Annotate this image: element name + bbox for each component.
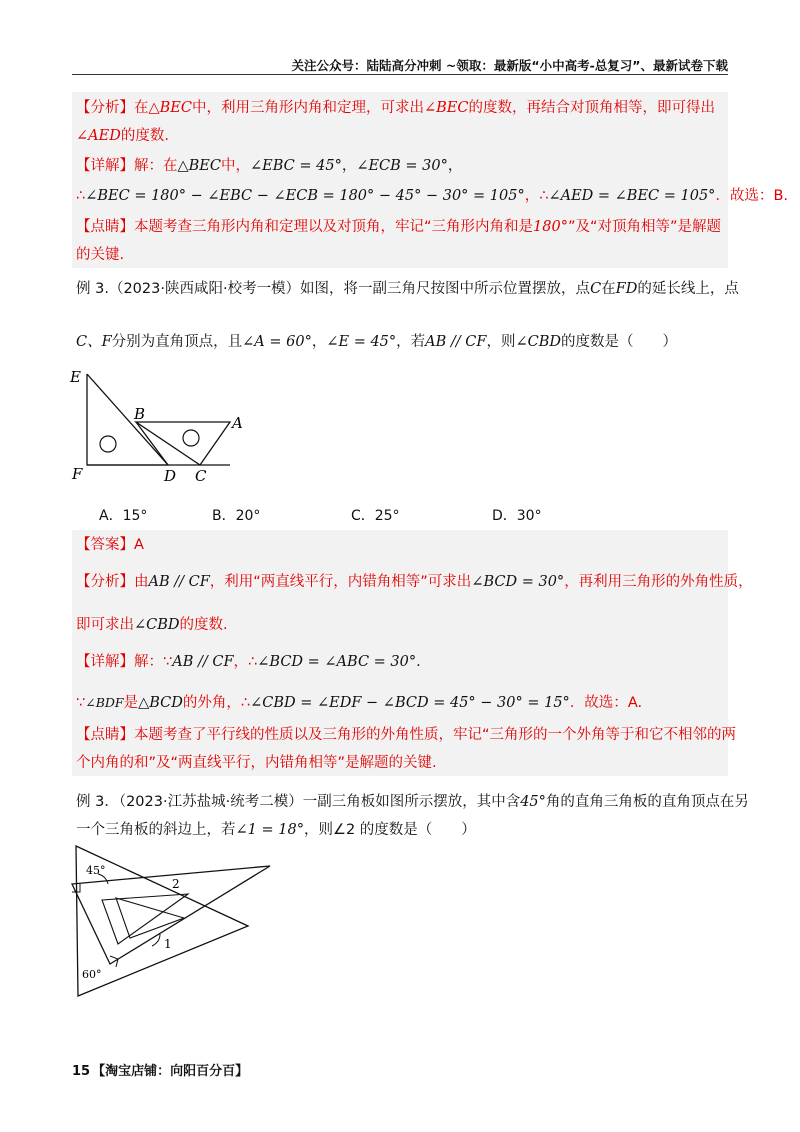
math: ∠EBC = 45° <box>250 158 342 174</box>
text: 本题考查了平行线的性质以及三角形的外角性质，牢记“三角形的一个外角等于和它不相邻的两 <box>134 727 737 743</box>
analysis2-line-1 <box>76 572 753 592</box>
math: ∠1 = 18° <box>235 822 304 838</box>
page-number: 15 <box>72 1064 91 1079</box>
detail-tag: 【详解】 <box>76 158 134 174</box>
ruler-hole-1 <box>100 436 116 452</box>
math: ∠CBD <box>134 617 180 633</box>
text: 的度数. <box>179 617 228 633</box>
text: 即可求出 <box>76 617 134 633</box>
text: ”及“对顶角相等”是解题 <box>567 219 721 235</box>
label-e: E <box>70 368 81 386</box>
text: ∵ <box>76 695 86 711</box>
math: △BEC <box>148 100 192 116</box>
footer-text: 【淘宝店铺：向阳百分百】 <box>92 1064 249 1079</box>
math: ∠BEC <box>424 100 469 116</box>
math: ∠BEC = 180° − ∠EBC − ∠ECB = 180° − 45° − 30° = 105° <box>85 188 525 204</box>
math: AB // CF <box>148 574 210 590</box>
math: ∠BCD = ∠ABC = 30° <box>257 654 417 670</box>
text: 中， <box>221 158 250 174</box>
text: 角的直角三角板的直角顶点在另 <box>545 794 749 810</box>
choice-d[interactable]: D．30° <box>492 508 542 524</box>
text: ，∴ <box>524 188 549 204</box>
math: 180° <box>533 219 568 235</box>
math: △BEC <box>177 158 221 174</box>
label-60: 60° <box>82 968 102 981</box>
math: AB // CF <box>172 654 234 670</box>
math: FD <box>615 281 638 297</box>
text: A. <box>627 695 643 711</box>
solution-box-1 <box>72 92 728 268</box>
point2-line-1 <box>76 725 736 745</box>
text: 例 3．（2023·江苏盐城·统考二模）一副三角板如图所示摆放，其中含 <box>76 794 521 810</box>
text: 的度数是（ ） <box>560 334 677 350</box>
text: ，若 <box>396 334 426 350</box>
choice-c[interactable]: C．25° <box>351 508 400 524</box>
point-tag: 【点睛】 <box>76 219 134 235</box>
example-3b-line-2 <box>76 818 476 839</box>
math: C、F <box>76 334 112 350</box>
text: 的延长线上，点 <box>637 281 739 297</box>
math: ∠E = 45° <box>326 334 397 350</box>
answer-line <box>76 535 144 555</box>
label-f: F <box>72 465 83 483</box>
math: ∠A = 60° <box>242 334 312 350</box>
text: . <box>416 654 421 670</box>
math: ∠CBD = ∠EDF − ∠BCD = 45° − 30° = 15° <box>250 695 570 711</box>
text: ．故选： <box>715 188 774 204</box>
text: 解：∵ <box>134 654 173 670</box>
math: ∠CBD <box>515 334 561 350</box>
math: C <box>590 281 602 297</box>
point-line-1 <box>76 217 721 237</box>
label-a: A <box>232 414 243 432</box>
text: 中，利用三角形内角和定理，可求出 <box>192 100 424 116</box>
text: 分别为直角顶点，且 <box>111 334 243 350</box>
text: ．故选： <box>569 695 628 711</box>
text: 例 3.（2023·陕西咸阳·校考一模）如图，将一副三角尺按图中所示位置摆放，点 <box>76 281 591 297</box>
page-footer <box>72 1060 248 1079</box>
header-text: 关注公众号：陆陆高分冲刺 ~领取：最新版“小中高考-总复习”、最新试卷下载 <box>291 58 728 73</box>
analysis-tag: 【分析】 <box>76 100 134 116</box>
triangle-abc <box>136 422 230 465</box>
label-45: 45° <box>86 864 106 877</box>
text: ，则∠2 的度数是（ ） <box>303 822 476 838</box>
text: 一个三角板的斜边上，若 <box>76 822 236 838</box>
ruler-hole-2 <box>183 430 199 446</box>
text: 本题考查三角形内角和定理以及对顶角，牢记“三角形内角和是 <box>134 219 534 235</box>
detail-line-2 <box>76 186 788 206</box>
text: 由 <box>134 574 149 590</box>
text: 在 <box>134 100 149 116</box>
math: △BCD <box>138 695 183 711</box>
text: ，再利用三角形的外角性质， <box>564 574 753 590</box>
label-c: C <box>195 467 207 485</box>
text: 个内角的和”及“两直线平行，内错角相等”是解题的关键. <box>76 755 437 771</box>
label-d: D <box>164 467 177 485</box>
example-3a-line-1 <box>76 277 739 298</box>
text: 在 <box>601 281 616 297</box>
analysis-line-2 <box>76 126 169 146</box>
line-bd <box>136 422 168 465</box>
text: 的度数，再结合对顶角相等，即可得出 <box>468 100 715 116</box>
example-3a-line-2 <box>76 330 677 351</box>
triangle-efd <box>87 374 168 465</box>
detail2-line-1 <box>76 652 421 672</box>
text: ，则 <box>486 334 516 350</box>
math: ∠AED = ∠BEC = 105° <box>548 188 716 204</box>
text: 的度数. <box>120 128 169 144</box>
analysis-tag: 【分析】 <box>76 574 134 590</box>
point-line-2 <box>76 245 124 265</box>
figure-triangles-2 <box>60 838 280 1003</box>
text: ， <box>447 158 463 174</box>
text: 解：在 <box>134 158 178 174</box>
label-angle-1: 1 <box>164 937 172 951</box>
figure-triangles-1 <box>60 362 260 492</box>
math: ∠AED <box>76 128 121 144</box>
choice-b[interactable]: B．20° <box>212 508 261 524</box>
detail2-line-2 <box>76 693 642 713</box>
triangle-45-inner <box>102 894 188 944</box>
text: ，∴ <box>233 654 258 670</box>
detail-tag: 【详解】 <box>76 654 134 670</box>
text: 的关键. <box>76 247 125 263</box>
analysis-line-1 <box>76 98 715 118</box>
analysis2-line-2 <box>76 615 228 635</box>
point-tag: 【点睛】 <box>76 727 134 743</box>
label-b: B <box>134 405 146 423</box>
text: B. <box>773 188 788 204</box>
text: 的外角，∴ <box>182 695 251 711</box>
math: AB // CF <box>425 334 487 350</box>
text: 是 <box>123 695 139 711</box>
page-header <box>72 52 728 75</box>
detail-line-1 <box>76 156 462 176</box>
math: ∠BCD = 30° <box>471 574 565 590</box>
math: ∠BDF <box>85 695 124 710</box>
text: ，利用“两直线平行，内错角相等”可求出 <box>209 574 472 590</box>
math: 45° <box>520 794 546 810</box>
label-angle-2: 2 <box>172 877 180 891</box>
text: ∴ <box>76 188 86 204</box>
point2-line-2 <box>76 753 437 773</box>
example-3b-line-1 <box>76 790 749 811</box>
answer-value: A <box>134 537 144 553</box>
text: ， <box>311 334 327 350</box>
text: ， <box>341 158 357 174</box>
answer-tag: 【答案】 <box>76 537 134 553</box>
math: ∠ECB = 30° <box>356 158 448 174</box>
choice-a[interactable]: A．15° <box>99 508 148 524</box>
